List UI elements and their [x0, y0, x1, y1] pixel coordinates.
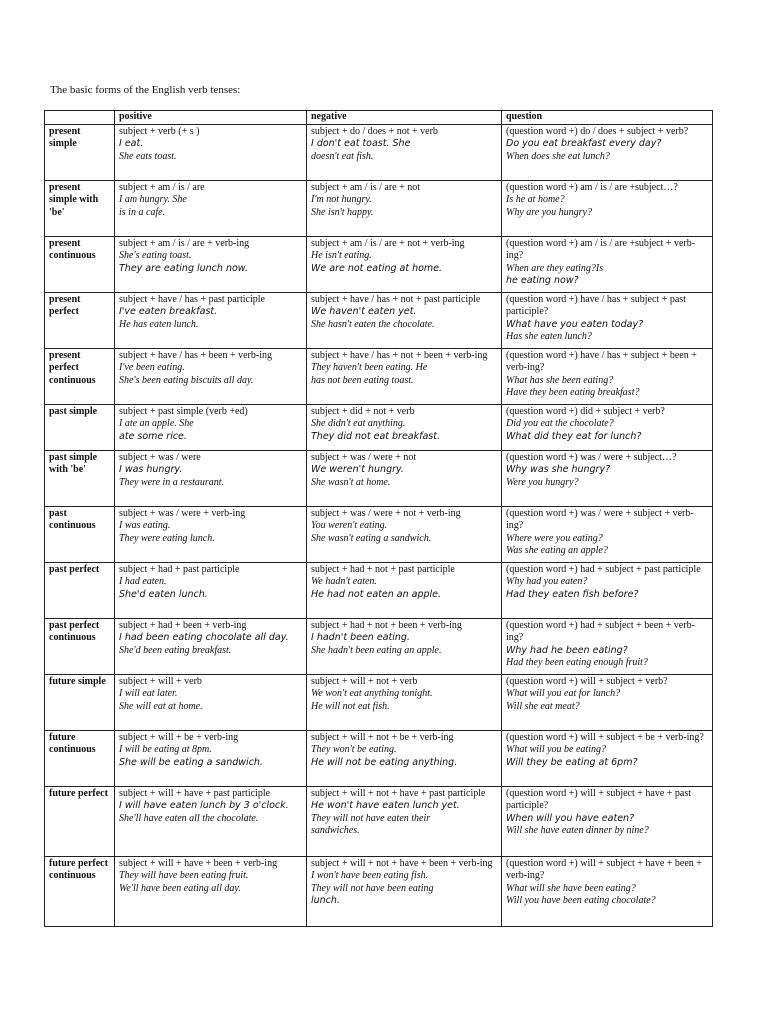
positive-example: I had been eating chocolate all day. [119, 632, 289, 643]
negative-example: She hadn't been eating an apple. [311, 644, 442, 656]
header-negative: negative [307, 111, 502, 125]
positive-cell [115, 562, 307, 618]
positive-example: She's eating toast. [119, 250, 192, 261]
negative-formula: subject + will + not + be + verb-ing [311, 731, 454, 743]
question-example: Has she eaten lunch? [506, 331, 592, 342]
question-example: Did you eat the chocolate? [506, 418, 614, 429]
tense-name-cell: past simple [45, 404, 115, 450]
question-example: What has she been eating? [506, 374, 614, 386]
positive-example: I eat. [119, 138, 144, 149]
negative-cell [307, 236, 502, 292]
positive-formula: subject + will + be + verb-ing [119, 731, 239, 743]
tense-name-cell: future simple [45, 674, 115, 730]
question-cell [502, 618, 713, 674]
tense-name-cell: present simple with 'be' [45, 180, 115, 236]
positive-cell [115, 450, 307, 506]
positive-formula: subject + have / has + been + verb-ing [119, 349, 272, 361]
table-row [45, 124, 713, 180]
negative-example: She wasn't at home. [311, 476, 391, 488]
question-formula: (question word +) am / is / are +subject + verb-ing? [506, 237, 696, 261]
negative-cell [307, 730, 502, 786]
question-example: Why had he been eating? [506, 644, 628, 656]
negative-formula: subject + will + not + have + past participle [311, 787, 486, 799]
tense-name-cell: past perfect [45, 562, 115, 618]
positive-example: They are eating lunch now. [119, 262, 248, 274]
positive-example: is in a cafe. [119, 206, 166, 218]
question-cell [502, 506, 713, 562]
question-example: Will she eat meat? [506, 700, 580, 712]
positive-example: I've eaten breakfast. [119, 306, 218, 317]
negative-cell [307, 562, 502, 618]
table-row [45, 786, 713, 856]
negative-formula: subject + am / is / are + not [311, 181, 421, 193]
negative-formula: subject + am / is / are + not + verb-ing [311, 237, 465, 249]
negative-formula: subject + will + not + have + been + verb-ing [311, 857, 493, 869]
table-row [45, 506, 713, 562]
table-row [45, 404, 713, 450]
positive-formula: subject + have / has + past participle [119, 293, 265, 305]
question-example: Do you eat breakfast every day? [506, 138, 662, 149]
negative-cell [307, 786, 502, 856]
positive-example: They were in a restaurant. [119, 476, 225, 488]
tense-name-cell: present perfect continuous [45, 348, 115, 404]
negative-example: We haven't eaten yet. [311, 306, 417, 317]
positive-example: They will have been eating fruit. [119, 870, 249, 881]
question-example: What did they eat for lunch? [506, 430, 642, 442]
negative-example: He will not be eating anything. [311, 756, 458, 768]
positive-formula: subject + will + have + past participle [119, 787, 271, 799]
table-header-row [45, 111, 713, 125]
negative-example: They haven't been eating. He [311, 362, 428, 373]
positive-example: She eats toast. [119, 150, 177, 162]
question-example: Why are you hungry? [506, 206, 592, 218]
negative-cell [307, 404, 502, 450]
tense-name-cell: future perfect [45, 786, 115, 856]
negative-formula: subject + was / were + not [311, 451, 417, 463]
positive-example: He has eaten lunch. [119, 318, 199, 330]
negative-formula: subject + will + not + verb [311, 675, 418, 687]
negative-cell [307, 348, 502, 404]
positive-example: We'll have been eating all day. [119, 882, 241, 894]
tense-name-cell: present simple [45, 124, 115, 180]
negative-example: sandwiches. [311, 825, 360, 836]
positive-example: She's been eating biscuits all day. [119, 374, 254, 386]
header-positive: positive [115, 111, 307, 125]
positive-example: She'll have eaten all the chocolate. [119, 812, 259, 824]
negative-formula: subject + had + not + been + verb-ing [311, 619, 462, 631]
tense-name-cell: past simple with 'be' [45, 450, 115, 506]
negative-example: He isn't eating. [311, 250, 372, 261]
negative-cell [307, 674, 502, 730]
question-example: When will you have eaten? [506, 812, 635, 824]
positive-formula: subject + will + verb [119, 675, 202, 687]
positive-cell [115, 236, 307, 292]
page-title: The basic forms of the English verb tenses: [50, 84, 241, 96]
positive-cell [115, 404, 307, 450]
negative-cell [307, 124, 502, 180]
positive-formula: subject + past simple (verb +ed) [119, 405, 248, 417]
positive-cell [115, 786, 307, 856]
positive-example: I've been eating. [119, 362, 185, 373]
negative-example: He had not eaten an apple. [311, 588, 442, 600]
question-formula: (question word +) have / has + subject + been + verb-ing? [506, 349, 697, 373]
question-cell [502, 404, 713, 450]
positive-cell [115, 674, 307, 730]
header-tense [45, 111, 115, 125]
question-cell [502, 674, 713, 730]
negative-example: lunch. [311, 895, 340, 906]
table-row [45, 856, 713, 926]
tense-name-cell: present continuous [45, 236, 115, 292]
question-formula: (question word +) am / is / are +subject…? [506, 181, 678, 193]
question-formula: (question word +) did + subject + verb? [506, 405, 665, 417]
positive-formula: subject + had + been + verb-ing [119, 619, 247, 631]
positive-formula: subject + am / is / are + verb-ing [119, 237, 250, 249]
question-cell [502, 730, 713, 786]
positive-formula: subject + verb (+ s ) [119, 125, 200, 137]
table-row [45, 730, 713, 786]
question-formula: (question word +) was / were + subject + verb-ing? [506, 507, 694, 531]
negative-cell [307, 856, 502, 926]
tense-name-cell: future continuous [45, 730, 115, 786]
negative-cell [307, 292, 502, 348]
negative-example: We are not eating at home. [311, 262, 443, 274]
positive-example: I am hungry. She [119, 194, 187, 205]
negative-example: They will not have been eating [311, 882, 434, 894]
positive-example: She will be eating a sandwich. [119, 756, 263, 768]
negative-formula: subject + had + not + past participle [311, 563, 455, 575]
positive-example: ate some rice. [119, 430, 187, 442]
question-example: Will she have eaten dinner by nine? [506, 825, 649, 836]
table-row [45, 292, 713, 348]
negative-example: I'm not hungry. [311, 194, 372, 205]
negative-formula: subject + was / were + not + verb-ing [311, 507, 461, 519]
question-example: Is he at home? [506, 194, 565, 205]
positive-formula: subject + was / were + verb-ing [119, 507, 246, 519]
negative-example: We won't eat anything tonight. [311, 688, 433, 699]
question-formula: (question word +) have / has + subject + past participle? [506, 293, 686, 317]
question-cell [502, 236, 713, 292]
question-example: Have they been eating breakfast? [506, 387, 640, 398]
negative-example: I hadn't been eating. [311, 632, 410, 643]
table-body [45, 124, 713, 926]
negative-example: has not been eating toast. [311, 374, 414, 386]
negative-example: She isn't happy. [311, 206, 374, 218]
negative-example: We hadn't eaten. [311, 576, 377, 587]
negative-cell [307, 618, 502, 674]
question-example: When does she eat lunch? [506, 150, 610, 162]
positive-formula: subject + was / were [119, 451, 201, 463]
question-example: Had they been eating enough fruit? [506, 657, 648, 668]
table-row [45, 674, 713, 730]
negative-example: She didn't eat anything. [311, 418, 406, 429]
question-formula: (question word +) will + subject + have + past participle? [506, 787, 692, 811]
tense-name-cell: past continuous [45, 506, 115, 562]
question-example: he eating now? [506, 275, 579, 286]
negative-example: He won't have eaten lunch yet. [311, 800, 460, 811]
positive-formula: subject + am / is / are [119, 181, 205, 193]
negative-cell [307, 450, 502, 506]
negative-formula: subject + do / does + not + verb [311, 125, 438, 137]
positive-formula: subject + had + past participle [119, 563, 240, 575]
negative-formula: subject + have / has + not + past participle [311, 293, 481, 305]
question-example: When are they eating?Is [506, 262, 604, 274]
question-example: Will they be eating at 6pm? [506, 756, 638, 768]
question-formula: (question word +) was / were + subject…? [506, 451, 677, 463]
table-row [45, 562, 713, 618]
negative-example: I won't have been eating fish. [311, 870, 429, 881]
question-formula: (question word +) had + subject + past participle [506, 563, 701, 575]
negative-example: You weren't eating. [311, 520, 388, 531]
table-row [45, 618, 713, 674]
table-row [45, 180, 713, 236]
question-cell [502, 856, 713, 926]
question-cell [502, 292, 713, 348]
question-example: Were you hungry? [506, 476, 579, 488]
negative-formula: subject + have / has + not + been + verb-ing [311, 349, 488, 361]
positive-example: I was hungry. [119, 464, 183, 475]
positive-example: I will have eaten lunch by 3 o'clock. [119, 800, 289, 811]
question-cell [502, 786, 713, 856]
negative-formula: subject + did + not + verb [311, 405, 415, 417]
positive-cell [115, 618, 307, 674]
question-formula: (question word +) do / does + subject + verb? [506, 125, 689, 137]
positive-cell [115, 348, 307, 404]
positive-example: I will eat later. [119, 688, 178, 699]
question-example: Will you have been eating chocolate? [506, 895, 656, 906]
positive-example: She'd eaten lunch. [119, 588, 208, 600]
question-formula: (question word +) will + subject + be + verb-ing? [506, 731, 704, 743]
tense-name-cell: future perfect continuous [45, 856, 115, 926]
positive-cell [115, 856, 307, 926]
positive-example: I ate an apple. She [119, 418, 194, 429]
negative-example: doesn't eat fish. [311, 150, 374, 162]
question-cell [502, 348, 713, 404]
negative-cell [307, 506, 502, 562]
positive-cell [115, 180, 307, 236]
negative-example: They did not eat breakfast. [311, 430, 440, 442]
negative-example: She hasn't eaten the chocolate. [311, 318, 435, 330]
question-example: Was she eating an apple? [506, 545, 608, 556]
question-formula: (question word +) had + subject + been + verb-ing? [506, 619, 695, 643]
question-example: What will you eat for lunch? [506, 688, 621, 699]
question-formula: (question word +) will + subject + have + been + verb-ing? [506, 857, 702, 881]
verb-tenses-table [44, 110, 713, 927]
question-example: Had they eaten fish before? [506, 588, 639, 600]
positive-example: I will be eating at 8pm. [119, 744, 212, 755]
positive-cell [115, 124, 307, 180]
table-row [45, 236, 713, 292]
question-example: What have you eaten today? [506, 318, 644, 330]
negative-example: I don't eat toast. She [311, 138, 411, 149]
tense-name-cell: past perfect continuous [45, 618, 115, 674]
question-formula: (question word +) will + subject + verb? [506, 675, 668, 687]
question-cell [502, 124, 713, 180]
question-example: What will she have been eating? [506, 882, 636, 894]
negative-example: She wasn't eating a sandwich. [311, 532, 432, 544]
question-cell [502, 180, 713, 236]
negative-cell [307, 180, 502, 236]
negative-example: We weren't hungry. [311, 464, 404, 475]
positive-example: They were eating lunch. [119, 532, 215, 544]
question-example: What will you be eating? [506, 744, 606, 755]
tense-name-cell: present perfect [45, 292, 115, 348]
negative-example: They will not have eaten their [311, 812, 431, 824]
table-row [45, 348, 713, 404]
question-cell [502, 450, 713, 506]
question-cell [502, 562, 713, 618]
question-example: Why was she hungry? [506, 464, 611, 475]
positive-example: She'd been eating breakfast. [119, 644, 232, 656]
question-example: Where were you eating? [506, 532, 603, 544]
positive-example: I had eaten. [119, 576, 167, 587]
question-example: Why had you eaten? [506, 576, 588, 587]
negative-example: He will not eat fish. [311, 700, 390, 712]
positive-cell [115, 506, 307, 562]
positive-formula: subject + will + have + been + verb-ing [119, 857, 278, 869]
positive-cell [115, 730, 307, 786]
negative-example: They won't be eating. [311, 744, 397, 755]
positive-cell [115, 292, 307, 348]
header-question: question [502, 111, 713, 125]
positive-example: I was eating. [119, 520, 171, 531]
table-row [45, 450, 713, 506]
positive-example: She will eat at home. [119, 700, 203, 712]
